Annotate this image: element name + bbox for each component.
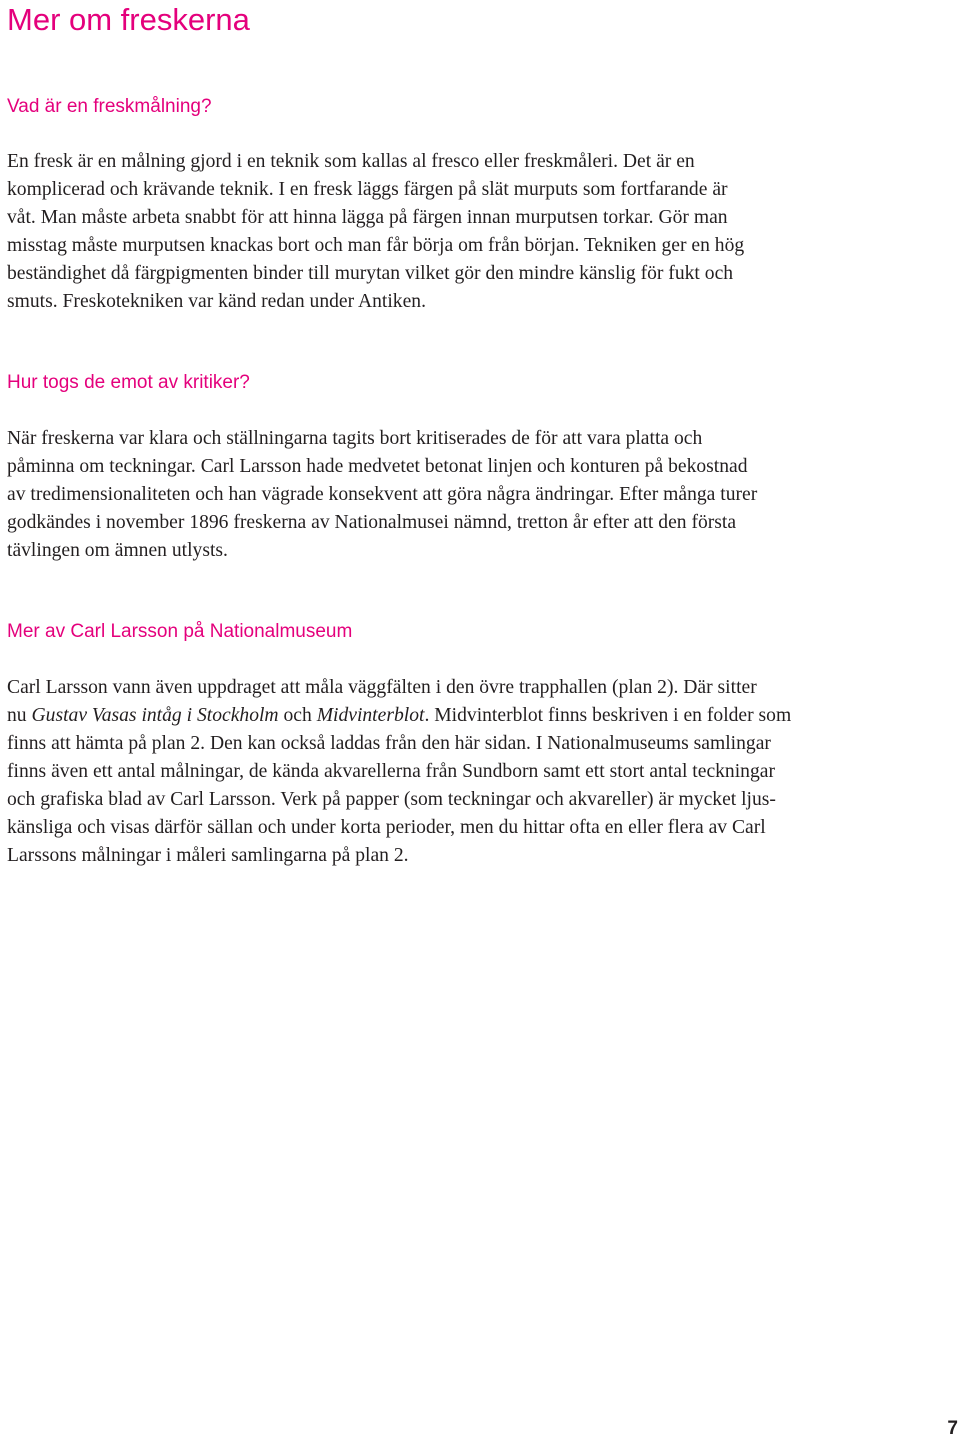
paragraph-line: Larssons målningar i måleri samlingarna på plan 2. — [7, 845, 409, 866]
paragraph-line: finns även ett antal målningar, de kända akvarellerna från Sundborn samt ett stort antal teckningar — [7, 761, 775, 782]
paragraph-line: När freskerna var klara och ställningarna tagits bort kritiserades de för att vara platta och — [7, 428, 703, 449]
section-paragraph-more-carl-larsson — [7, 674, 955, 870]
section-paragraph-what-is-fresco — [7, 148, 955, 316]
paragraph-line: komplicerad och krävande teknik. I en fresk läggs färgen på slät murputs som fortfarande är — [7, 179, 728, 200]
paragraph-line: våt. Man måste arbeta snabbt för att hinna lägga på färgen innan murputsen torkar. Gör man — [7, 207, 728, 228]
page-title: Mer om freskerna — [7, 2, 250, 37]
paragraph-line: känsliga och visas därför sällan och under korta perioder, men du hittar ofta en eller flera av Carl — [7, 817, 766, 838]
paragraph-line: tävlingen om ämnen utlysts. — [7, 540, 228, 561]
section-paragraph-critics — [7, 425, 955, 565]
paragraph-line: finns att hämta på plan 2. Den kan också laddas från den här sidan. I Nationalmuseums samlingar — [7, 733, 771, 754]
paragraph-line: av tredimensionaliteten och han vägrade konsekvent att göra några ändringar. Efter många turer — [7, 484, 758, 505]
section-heading-more-carl-larsson: Mer av Carl Larsson på Nationalmuseum — [7, 621, 353, 642]
page-number: 7 — [947, 1418, 958, 1439]
section-heading-critics: Hur togs de emot av kritiker? — [7, 372, 250, 393]
section-heading-what-is-fresco: Vad är en freskmålning? — [7, 96, 212, 117]
paragraph-line: misstag måste murputsen knackas bort och man får börja om från början. Tekniken ger en hög — [7, 235, 745, 256]
paragraph-line: och grafiska blad av Carl Larsson. Verk på papper (som teckningar och akvareller) är mycket ljus- — [7, 789, 776, 810]
paragraph-line: smuts. Freskotekniken var känd redan under Antiken. — [7, 291, 426, 312]
paragraph-line: påminna om teckningar. Carl Larsson hade medvetet betonat linjen och konturen på bekostnad — [7, 456, 748, 477]
paragraph-line: Carl Larsson vann även uppdraget att måla väggfälten i den övre trapphallen (plan 2). Där sitter — [7, 677, 757, 698]
artwork-title: Midvinterblot — [316, 705, 425, 726]
paragraph-line — [7, 702, 955, 730]
paragraph-line: En fresk är en målning gjord i en teknik som kallas al fresco eller freskmåleri. Det är en — [7, 151, 695, 172]
paragraph-line: beständighet då färgpigmenten binder till murytan vilket gör den mindre känslig för fukt och — [7, 263, 734, 284]
line-text: nu — [7, 705, 32, 726]
line-text: . Midvinterblot finns beskriven i en folder som — [424, 705, 792, 726]
artwork-title: Gustav Vasas intåg i Stockholm — [31, 705, 279, 726]
paragraph-line: godkändes i november 1896 freskerna av Nationalmusei nämnd, tretton år efter att den första — [7, 512, 737, 533]
line-text: och — [278, 705, 317, 726]
